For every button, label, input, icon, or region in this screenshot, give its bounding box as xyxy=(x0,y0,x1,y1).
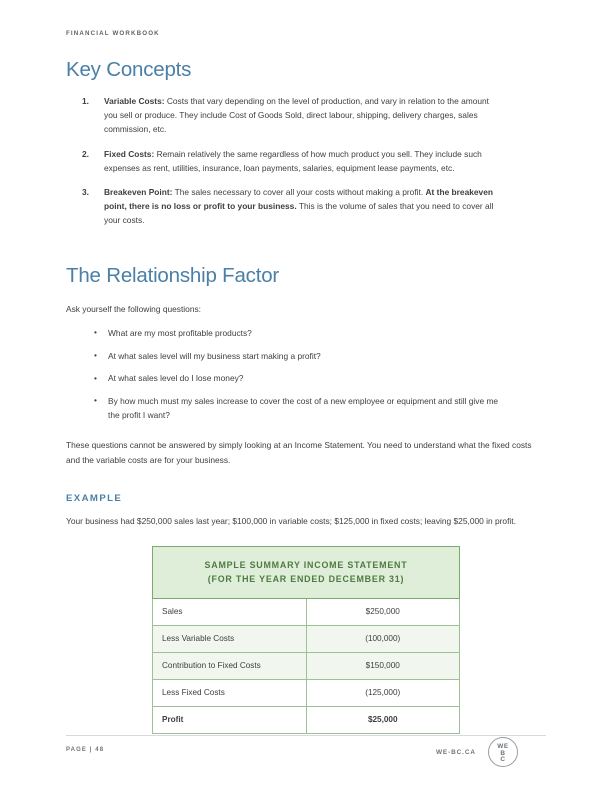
table-cell-label: Less Variable Costs xyxy=(153,625,307,652)
webc-logo xyxy=(488,737,518,767)
logo-line3: C xyxy=(500,756,506,763)
list-item-number: 3. xyxy=(82,187,89,198)
logo-line2: B xyxy=(500,749,506,757)
questions-list xyxy=(92,326,512,423)
list-item: • At what sales level do I lose money? xyxy=(92,371,512,385)
table-cell-value: $25,000 xyxy=(306,706,460,733)
page-title: Key Concepts xyxy=(66,58,192,81)
table-cell-label: Profit xyxy=(153,706,307,733)
table-cell-value: (125,000) xyxy=(306,679,460,706)
list-item: • At what sales level will my business start making a profit? xyxy=(92,349,512,363)
list-item-term: Breakeven Point: xyxy=(104,187,173,198)
list-item-number: 1. xyxy=(82,96,89,106)
list-item-text: Costs that vary depending on the level of production, and vary in relation to the amount you sell or produce. They include Cost of Goods Sold, direct labour, shipping, delivery charges, sales commission, etc. xyxy=(104,96,490,135)
logo-line1: WE xyxy=(497,743,509,750)
example-text: Your business had $250,000 sales last year; $100,000 in variable costs; $125,000 in fixed costs; leaving $25,000 in profit. xyxy=(66,515,516,526)
table-row xyxy=(153,652,460,679)
table-cell-value: $250,000 xyxy=(306,598,460,625)
page-content xyxy=(66,58,546,734)
section-heading-relationship: The Relationship Factor xyxy=(66,263,280,287)
list-item-text-a: The sales necessary to cover all your costs without making a profit. xyxy=(172,187,426,198)
relationship-intro: Ask yourself the following questions: xyxy=(66,303,202,314)
table-cell-value: (100,000) xyxy=(306,625,460,652)
footer-page-number: PAGE | 48 xyxy=(66,747,105,753)
list-item-term: Variable Costs: xyxy=(104,96,165,106)
table-cell-label: Less Fixed Costs xyxy=(153,679,307,706)
footer-divider xyxy=(66,735,546,736)
income-statement-table xyxy=(152,546,460,734)
list-item: • By how much must my sales increase to cover the cost of a new employee or equipment and still give me the profit I want? xyxy=(92,394,512,422)
example-heading: EXAMPLE xyxy=(66,492,123,504)
table-cell-label: Sales xyxy=(153,598,307,625)
key-concepts-list xyxy=(74,94,504,228)
list-item: • What are my most profitable products? xyxy=(92,326,512,340)
list-item xyxy=(74,147,504,175)
list-item xyxy=(74,185,504,228)
table-cell-value: $150,000 xyxy=(306,652,460,679)
table-cell-label: Contribution to Fixed Costs xyxy=(153,652,307,679)
table-title-line1: SAMPLE SUMMARY INCOME STATEMENT xyxy=(204,559,408,570)
list-item-term: Fixed Costs: xyxy=(104,148,155,159)
list-item-text-c: This is the volume of sales that you need to cover all your costs. xyxy=(104,201,494,226)
footer-url: WE-BC.CA xyxy=(436,749,476,756)
list-item-number: 2. xyxy=(82,148,89,159)
list-item-text-emphasis: At the breakeven point, there is no loss or profit to your business. xyxy=(104,187,493,212)
relationship-closing: These questions cannot be answered by simply looking at an Income Statement. You need to understand what the fixed costs and the variable costs are for your business. xyxy=(66,440,532,465)
list-item-text: Remain relatively the same regardless of how much product you sell. They include such expenses as rent, utilities, insurance, loan payments, salaries, equipment lease payments, etc. xyxy=(104,148,482,173)
table-row-total xyxy=(153,706,460,733)
running-head: FINANCIAL WORKBOOK xyxy=(66,30,160,37)
table-title-line2: (FOR THE YEAR ENDED DECEMBER 31) xyxy=(207,573,405,584)
table-header-row xyxy=(153,546,460,598)
table-row xyxy=(153,598,460,625)
table-title-cell xyxy=(153,546,460,598)
table-row xyxy=(153,625,460,652)
list-item xyxy=(74,94,504,137)
table-row xyxy=(153,679,460,706)
